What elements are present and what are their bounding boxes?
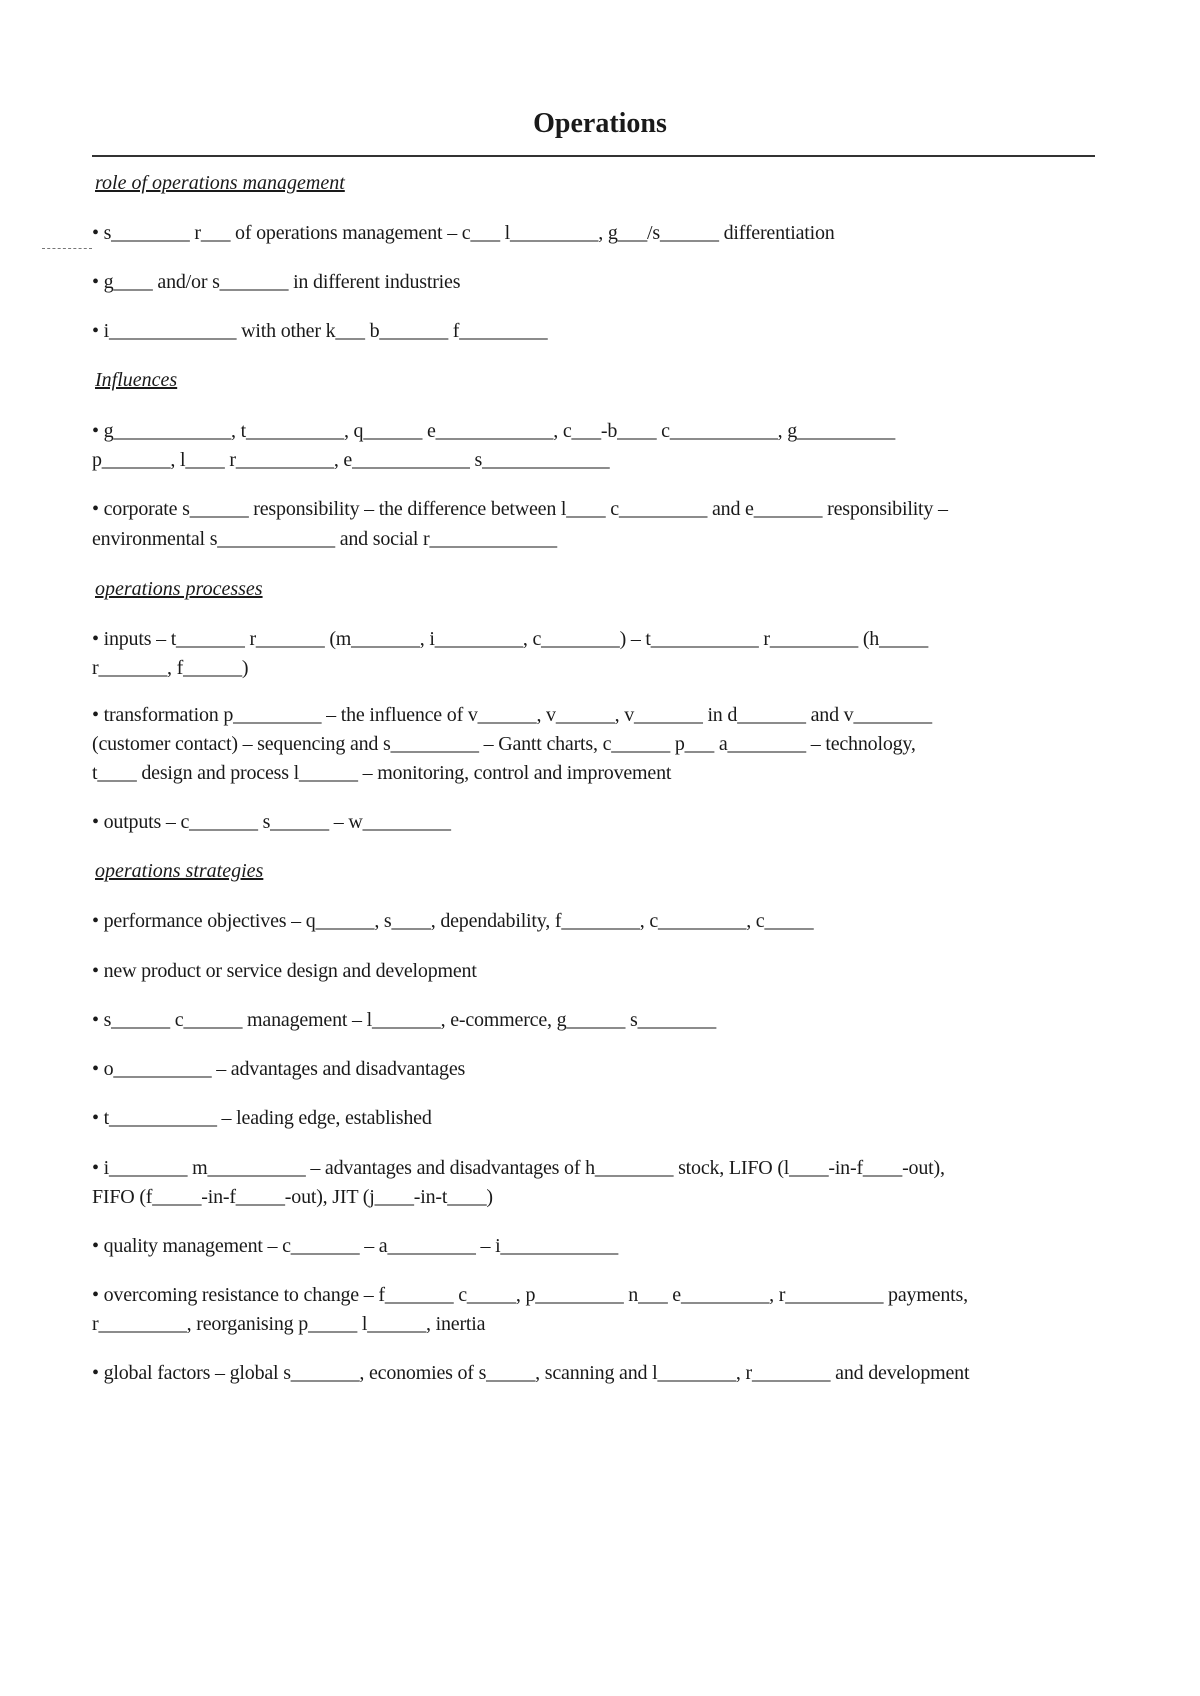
worksheet-line: • performance objectives – q______, s____, dependability, f________, c_________, c_____ (92, 910, 814, 932)
worksheet-line: • o__________ – advantages and disadvantages (92, 1058, 466, 1080)
section-heading-strategies: operations strategies (95, 860, 264, 882)
worksheet-line: • inputs – t_______ r_______ (m_______, i_________, c________) – t___________ r_________ (h_____ (92, 628, 929, 650)
worksheet-line: • quality management – c_______ – a_________ – i____________ (92, 1235, 619, 1257)
worksheet-line: • outputs – c_______ s______ – w_________ (92, 811, 451, 833)
worksheet-line: p_______, l____ r__________, e____________ s_____________ (92, 449, 610, 471)
worksheet-line: t____ design and process l______ – monitoring, control and improvement (92, 762, 672, 784)
worksheet-line: r_______, f______) (92, 657, 249, 679)
margin-mark (42, 248, 92, 249)
section-heading-influences: Influences (95, 369, 178, 391)
worksheet-line: • transformation p_________ – the influence of v______, v______, v_______ in d_______ and v________ (92, 704, 932, 726)
page-title: Operations (533, 108, 667, 139)
worksheet-line: FIFO (f_____-in-f_____-out), JIT (j____-in-t____) (92, 1186, 493, 1208)
worksheet-line: • g____ and/or s_______ in different industries (92, 271, 461, 293)
section-heading-role: role of operations management (95, 172, 345, 194)
section-heading-processes: operations processes (95, 578, 263, 600)
worksheet-line: (customer contact) – sequencing and s_________ – Gantt charts, c______ p___ a________ – technology, (92, 733, 916, 755)
worksheet-line: • new product or service design and development (92, 960, 477, 982)
worksheet-line: • t___________ – leading edge, established (92, 1107, 432, 1129)
worksheet-line: • g____________, t__________, q______ e____________, c___-b____ c___________, g__________ (92, 420, 896, 442)
worksheet-line: • global factors – global s_______, economies of s_____, scanning and l________, r________ and development (92, 1362, 970, 1384)
worksheet-line: • corporate s______ responsibility – the difference between l____ c_________ and e_______ responsibility – (92, 498, 948, 520)
title-divider (92, 155, 1095, 157)
worksheet-line: • s________ r___ of operations management – c___ l_________, g___/s______ differentiation (92, 222, 835, 244)
worksheet-line: • s______ c______ management – l_______, e-commerce, g______ s________ (92, 1009, 716, 1031)
worksheet-line: environmental s____________ and social r_____________ (92, 528, 557, 550)
worksheet-line: • i_____________ with other k___ b_______ f_________ (92, 320, 548, 342)
worksheet-line: • overcoming resistance to change – f_______ c_____, p_________ n___ e_________, r__________ payments, (92, 1284, 968, 1306)
worksheet-line: r_________, reorganising p_____ l______, inertia (92, 1313, 486, 1335)
worksheet-line: • i________ m__________ – advantages and disadvantages of h________ stock, LIFO (l____-in-f____-out), (92, 1157, 945, 1179)
